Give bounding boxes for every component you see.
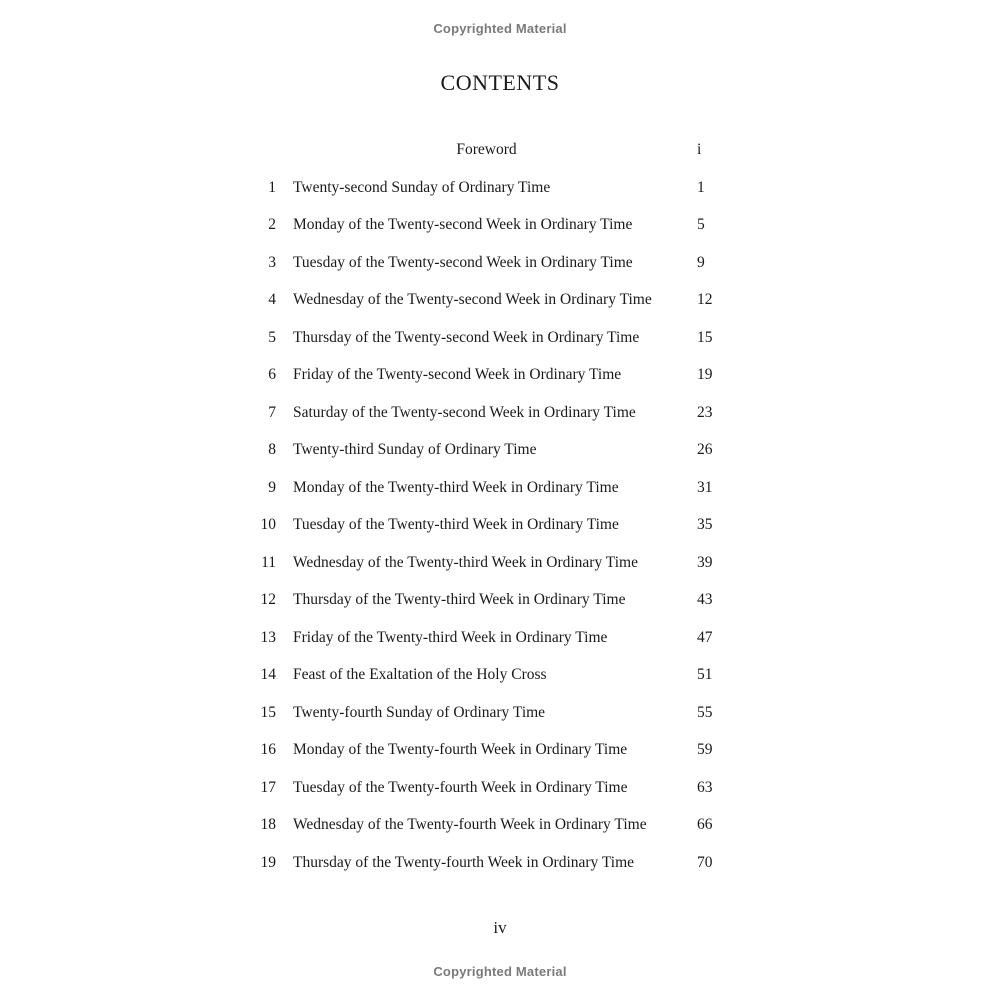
toc-entry-number: 18 — [260, 816, 276, 833]
toc-entry-title: Wednesday of the Twenty-third Week in Ordinary Time — [293, 553, 638, 571]
toc-entry-number: 14 — [260, 666, 276, 683]
toc-entry-number: 11 — [261, 553, 276, 571]
toc-entry-page: 35 — [697, 516, 713, 533]
toc-entry-page: 70 — [697, 853, 713, 871]
page-number: iv — [493, 918, 507, 937]
toc-entry-page: 66 — [697, 816, 713, 833]
toc-entry-page: 39 — [697, 553, 713, 571]
toc-entry-number: 12 — [260, 591, 276, 608]
toc-entry[interactable] — [240, 169, 740, 207]
toc-entry-page: 12 — [697, 291, 713, 308]
toc-entry[interactable] — [240, 506, 740, 544]
toc-entry-page: 51 — [697, 666, 713, 683]
toc-entry-title: Tuesday of the Twenty-fourth Week in Ordinary Time — [293, 778, 628, 796]
toc-entry-number: 8 — [268, 441, 276, 458]
toc-entry-title: Saturday of the Twenty-second Week in Ordinary Time — [293, 403, 636, 421]
toc-entry-page: 43 — [697, 591, 713, 608]
toc-entry[interactable] — [240, 581, 740, 619]
toc-entry-number: 5 — [268, 328, 276, 346]
toc-entry-page: 31 — [697, 478, 713, 496]
toc-entry[interactable] — [240, 656, 740, 694]
toc-entry-number: 3 — [268, 253, 276, 271]
toc-entry-number: 19 — [260, 853, 276, 871]
toc-entry-title: Twenty-second Sunday of Ordinary Time — [293, 178, 551, 196]
toc-entry-title: Twenty-third Sunday of Ordinary Time — [293, 441, 537, 458]
copyright-watermark-bottom: Copyrighted Material — [433, 964, 567, 979]
toc-entry-number: 15 — [260, 703, 276, 721]
toc-entry-page: i — [697, 141, 702, 158]
toc-entry-title: Monday of the Twenty-fourth Week in Ordinary Time — [293, 741, 628, 758]
toc-entry[interactable] — [240, 244, 740, 282]
toc-entry-page: 5 — [697, 216, 705, 233]
toc-entry-page: 59 — [697, 741, 713, 758]
toc-entry-title: Foreword — [456, 141, 517, 158]
toc-entry-title: Thursday of the Twenty-third Week in Ordinary Time — [293, 591, 626, 608]
table-of-contents — [240, 131, 740, 881]
toc-entry[interactable] — [240, 281, 740, 319]
toc-entry-number: 2 — [268, 216, 276, 233]
copyright-watermark-top: Copyrighted Material — [433, 21, 567, 36]
toc-entry-title: Feast of the Exaltation of the Holy Cross — [293, 666, 547, 683]
toc-entry-title: Monday of the Twenty-third Week in Ordinary Time — [293, 478, 619, 496]
toc-entry-title: Wednesday of the Twenty-fourth Week in Ordinary Time — [293, 816, 647, 833]
toc-entry-page: 26 — [697, 441, 713, 458]
toc-entry[interactable] — [240, 431, 740, 469]
toc-entry[interactable] — [240, 844, 740, 882]
toc-entry-title: Thursday of the Twenty-second Week in Ordinary Time — [293, 328, 640, 346]
toc-entry[interactable] — [240, 769, 740, 807]
toc-entry-page: 63 — [697, 778, 713, 796]
toc-entry-number: 10 — [260, 516, 276, 533]
toc-entry[interactable] — [240, 544, 740, 582]
page-title: CONTENTS — [440, 70, 560, 95]
toc-entry-number: 1 — [268, 178, 276, 196]
toc-entry-title: Friday of the Twenty-third Week in Ordinary Time — [293, 628, 608, 646]
toc-entry[interactable] — [240, 469, 740, 507]
toc-entry-page: 23 — [697, 403, 713, 421]
toc-entry-page: 19 — [697, 366, 713, 383]
toc-entry[interactable] — [240, 694, 740, 732]
toc-entry-number: 16 — [260, 741, 276, 758]
toc-entry-page: 55 — [697, 703, 713, 721]
toc-entry[interactable] — [240, 394, 740, 432]
toc-entry[interactable] — [240, 206, 740, 244]
toc-entry-number: 13 — [260, 628, 276, 646]
toc-entry[interactable] — [240, 731, 740, 769]
toc-entry-number: 6 — [268, 366, 276, 383]
toc-entry[interactable] — [240, 356, 740, 394]
toc-entry-foreword[interactable] — [240, 131, 740, 169]
toc-entry-number: 7 — [268, 403, 276, 421]
toc-entry-title: Tuesday of the Twenty-second Week in Ordinary Time — [293, 253, 633, 271]
toc-entry-title: Monday of the Twenty-second Week in Ordinary Time — [293, 216, 633, 233]
toc-entry-title: Thursday of the Twenty-fourth Week in Ordinary Time — [293, 853, 635, 871]
toc-entry-page: 47 — [697, 628, 713, 646]
toc-entry-page: 15 — [697, 328, 713, 346]
toc-entry[interactable] — [240, 619, 740, 657]
toc-entry-number: 4 — [268, 291, 276, 308]
toc-entry-page: 1 — [697, 178, 705, 196]
toc-entry-title: Tuesday of the Twenty-third Week in Ordinary Time — [293, 516, 619, 533]
toc-entry-title: Twenty-fourth Sunday of Ordinary Time — [293, 703, 546, 721]
toc-entry-number: 9 — [268, 478, 276, 496]
toc-entry[interactable] — [240, 806, 740, 844]
toc-entry-number: 17 — [260, 778, 276, 796]
toc-entry-page: 9 — [697, 253, 705, 271]
toc-entry[interactable] — [240, 319, 740, 357]
toc-entry-title: Friday of the Twenty-second Week in Ordinary Time — [293, 366, 622, 383]
toc-entry-title: Wednesday of the Twenty-second Week in Ordinary Time — [293, 291, 652, 308]
